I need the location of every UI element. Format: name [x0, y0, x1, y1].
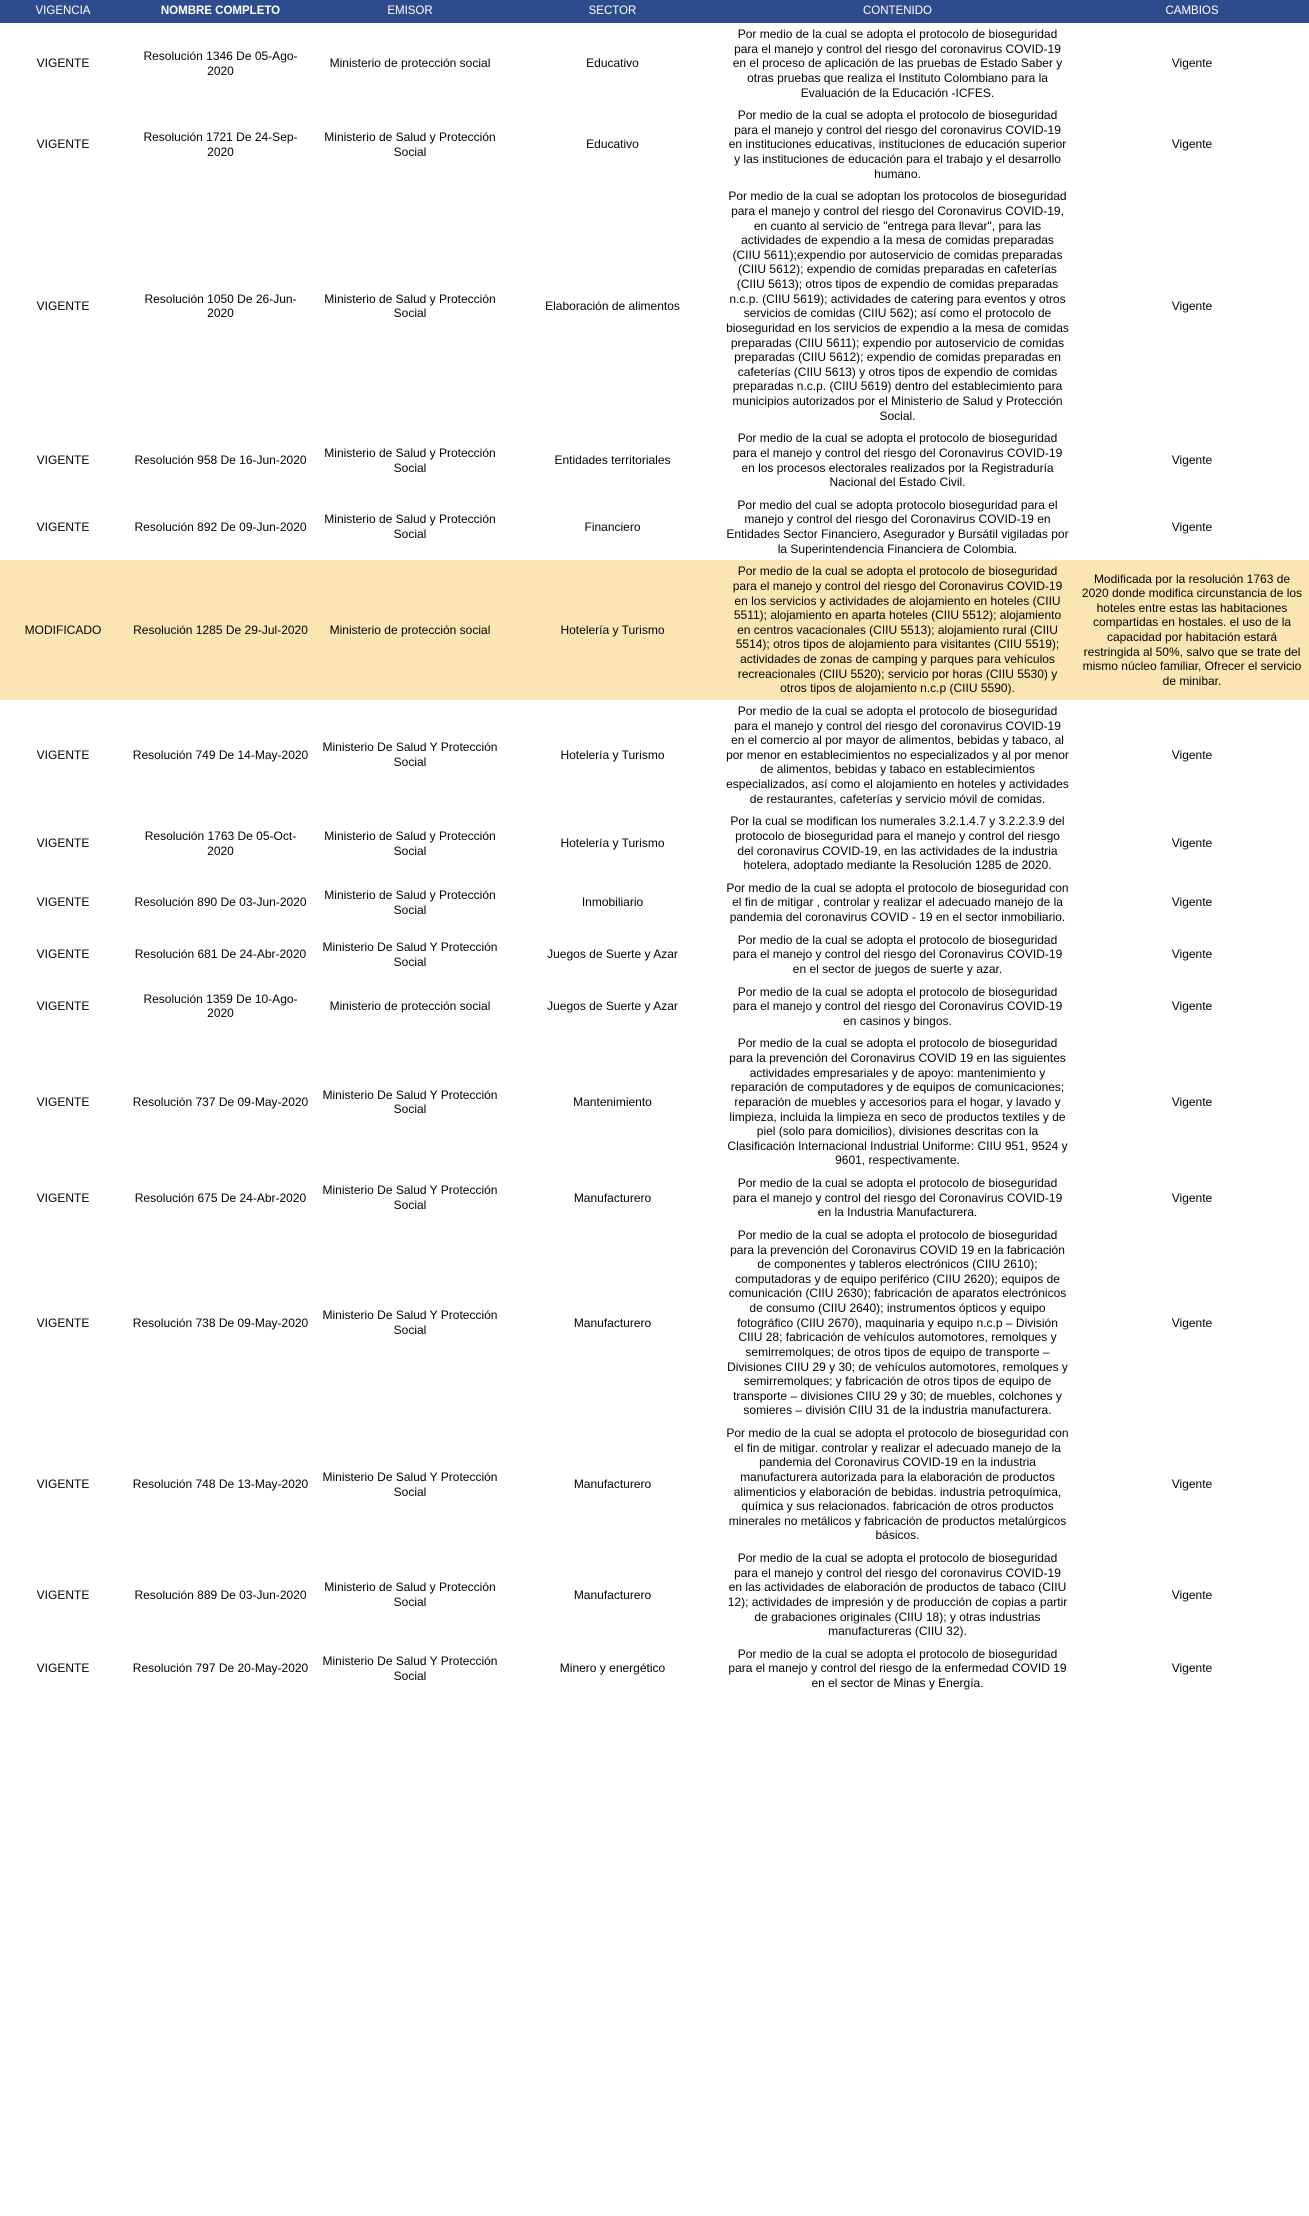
cell-nombre: Resolución 1285 De 29-Jul-2020 — [126, 560, 315, 700]
cell-emisor: Ministerio De Salud Y Protección Social — [322, 1654, 498, 1683]
table-row — [0, 1032, 1309, 1172]
table-row — [0, 560, 1309, 700]
cell-cambios: Vigente — [1171, 747, 1213, 762]
cell-sector: Inmobiliario — [581, 895, 644, 910]
cell-nombre: Resolución 890 De 03-Jun-2020 — [134, 895, 307, 910]
cell-nombre: Resolución 797 De 20-May-2020 — [132, 1661, 309, 1676]
cell-contenido: Por medio de la cual se adopta el protocolo de bioseguridad para el manejo y control del riesgo del coronavirus COVID-19 en instituciones educativas, instituciones de educación superior y las instituciones de educación para el trabajo y el desarrollo humano. — [728, 108, 1067, 181]
table-row — [0, 185, 1309, 427]
cell-contenido: Por medio de la cual se adopta el protocolo de bioseguridad para el manejo y control del riesgo del coronavirus COVID-19 en las actividades de elaboración de productos de tabaco (CIIU 12); actividades de impresión y de producción de copias a partir de grabaciones originales (CIIU 18); y otras industrias manufactureras (CIIU 32). — [727, 1551, 1068, 1639]
cell-vigencia: VIGENTE — [36, 56, 90, 71]
cell-emisor: Ministerio De Salud Y Protección Social — [322, 1308, 498, 1337]
cell-cambios: Vigente — [1171, 1315, 1213, 1330]
cell-sector: Financiero — [584, 519, 641, 534]
table-body — [0, 23, 1309, 1695]
cell-sector: Manufacturero — [573, 1190, 652, 1205]
column-header-emisor: EMISOR — [315, 0, 505, 23]
column-header-vigencia: VIGENCIA — [0, 0, 126, 23]
cell-emisor: Ministerio de Salud y Protección Social — [324, 828, 496, 858]
cell-emisor: Ministerio De Salud Y Protección Social — [322, 740, 498, 770]
cell-contenido: Por medio de la cual se adopta el protocolo de bioseguridad para el manejo y control del riesgo del Coronavirus COVID-19 en casinos y bingos. — [732, 984, 1063, 1028]
cell-vigencia: VIGENTE — [36, 836, 90, 851]
cell-contenido: Por medio de la cual se adopta el protocolo de bioseguridad para el manejo y control del riesgo del Coronavirus COVID-19 en el sector de juegos de suerte y azar. — [732, 932, 1063, 976]
cell-cambios: Vigente — [1171, 519, 1213, 534]
cell-cambios: Vigente — [1171, 298, 1213, 313]
cell-vigencia: VIGENTE — [36, 747, 90, 762]
cell-nombre: Resolución 892 De 09-Jun-2020 — [134, 519, 307, 534]
cell-sector: Entidades territoriales — [554, 453, 671, 468]
column-header-contenido: CONTENIDO — [720, 0, 1075, 23]
cell-vigencia: VIGENTE — [36, 1094, 90, 1109]
cell-sector: Manufacturero — [573, 1315, 652, 1330]
cell-contenido: Por medio de la cual se adopta el protocolo de bioseguridad para el manejo y control del riesgo del Coronavirus COVID-19 en los servicios y actividades de alojamiento en hoteles (CIIU 5511); alojamiento en aparta hoteles (CIIU 5512); alojamiento en centros vacacionales (CIIU 5513); alojamiento rural (CIIU 5514); otros tipos de alojamiento para visitantes (CIIU 5519); actividades de zonas de camping y parques para vehículos recreacionales (CIIU 5520); servicio por horas (CIIU 5530) y otros tipos de alojamiento n.c.p (CIIU 5590). — [720, 560, 1075, 700]
cell-cambios: Vigente — [1171, 836, 1213, 851]
table-row — [0, 494, 1309, 561]
cell-emisor: Ministerio de Salud y Protección Social — [324, 888, 496, 917]
table-row — [0, 1172, 1309, 1224]
table-row — [0, 1547, 1309, 1643]
cell-nombre: Resolución 958 De 16-Jun-2020 — [134, 453, 307, 468]
cell-emisor: Ministerio de Salud y Protección Social — [324, 130, 496, 159]
cell-cambios: Vigente — [1171, 1190, 1213, 1205]
table-row — [0, 23, 1309, 104]
cell-contenido: Por medio de la cual se adopta el protocolo de bioseguridad para el manejo y control del riesgo de la enfermedad COVID 19 en el sector de Minas y Energía. — [728, 1646, 1067, 1690]
cell-contenido: Por medio de la cual se adopta el protocolo de bioseguridad para la prevención del Coronavirus COVID 19 en la fabricación de componentes y tableros electrónicos (CIIU 2610); computadoras y de equipo periférico (CIIU 2620); equipos de comunicación (CIIU 2630); fabricación de aparatos electrónicos de consumo (CIIU 2640); instrumentos ópticos y equipo fotográfico (CIIU 2670), maquinaria y equipo n.c.p – División CIIU 28; fabricación de vehículos automotores, remolques y semirremolques; de otros tipos de equipo de transporte – Divisiones CIIU 29 y 30; de vehículos automotores, remolques y semirremolques; y fabricación de otros tipos de equipo de transporte – divisiones CIIU 29 y 30; de muebles, colchones y somieres – división CIIU 31 de la industria manufacturera. — [727, 1227, 1068, 1418]
cell-vigencia: MODIFICADO — [0, 560, 126, 700]
cell-emisor: Ministerio de Salud y Protección Social — [324, 1580, 496, 1609]
table-row — [0, 1224, 1309, 1422]
cell-sector: Hotelería y Turismo — [560, 836, 665, 851]
cell-nombre: Resolución 1359 De 10-Ago-2020 — [143, 991, 298, 1021]
cell-nombre: Resolución 1721 De 24-Sep-2020 — [143, 130, 298, 159]
cell-contenido: Por medio de la cual se adopta el protocolo de bioseguridad para el manejo y control del riesgo del coronavirus COVID-19 en el comercio al por mayor de alimentos, bebidas y tabaco, al por menor en establecimientos no especializados y al por menor de alimentos, bebidas y tabaco en establecimientos especializados, así como el alojamiento en hoteles y actividades de restaurantes, cafeterías y servicio móvil de comidas. — [726, 703, 1069, 806]
cell-contenido: Por medio de la cual se adopta el protocolo de bioseguridad para el manejo y control del riesgo del coronavirus COVID-19 en el proceso de aplicación de las pruebas de Estado Saber y otras pruebas que realiza el Instituto Colombiano para la Evaluación de la Educación -ICFES. — [732, 27, 1063, 100]
cell-cambios: Vigente — [1171, 1661, 1213, 1676]
table-header — [0, 0, 1309, 23]
cell-cambios: Vigente — [1171, 999, 1213, 1014]
cell-cambios: Vigente — [1171, 137, 1213, 152]
cell-contenido: Por medio de la cual se adopta el protocolo de bioseguridad para la prevención del Coronavirus COVID 19 en las siguientes actividades empresariales y de apoyo: mantenimiento y reparación de computadores y de equipos de comunicaciones; reparación de muebles y accesorios para el hogar, y lavado y limpieza, incluida la limpieza en seco de productos textiles y de piel (solo para domicilios), divisiones descritas con la Clasificación Internacional Industrial Uniforme: CIIU 951, 9524 y 9601, respectivamente. — [727, 1036, 1068, 1168]
cell-cambios: Vigente — [1171, 947, 1213, 962]
cell-nombre: Resolución 738 De 09-May-2020 — [132, 1315, 309, 1330]
cell-vigencia: VIGENTE — [36, 298, 90, 313]
cell-contenido: Por medio de la cual se adoptan los protocolos de bioseguridad para el manejo y control del riesgo del Coronavirus COVID-19, en cuanto al servicio de "entrega para llevar", para las actividades de expendio a la mesa de comidas preparadas (CIIU 5611);expendio por autoservicio de comidas preparadas (CIIU 5612); expendio de comidas preparadas en cafeterías (CIIU 5613); otros tipos de expendio de comidas preparadas n.c.p. (CIIU 5619); actividades de catering para eventos y otros servicios de comidas (CIIU 562); así como el protocolo de bioseguridad en los servicios de expendio a la mesa de comidas preparadas (CIIU 5611); expendio por autoservicio de comidas preparadas (CIIU 5612); expendio de comidas preparadas en cafeterías (CIIU 5613) y otros tipos de expendio de comidas preparadas n.c.p. (CIIU 5619) dentro del establecimiento para municipios autorizados por el Ministerio de Salud y Protección Social. — [726, 189, 1069, 423]
cell-nombre: Resolución 1763 De 05-Oct-2020 — [144, 828, 297, 858]
cell-emisor: Ministerio de Salud y Protección Social — [324, 445, 496, 475]
cell-sector: Manufacturero — [573, 1587, 652, 1602]
cell-cambios: Vigente — [1171, 1094, 1213, 1109]
cell-nombre: Resolución 749 De 14-May-2020 — [132, 747, 309, 762]
cell-contenido: Por medio de la cual se adopta el protocolo de bioseguridad para el manejo y control del riesgo del Coronavirus COVID-19 en los procesos electorales realizados por la Registraduría Nacional del Estado Civil. — [732, 431, 1063, 490]
cell-vigencia: VIGENTE — [36, 1587, 90, 1602]
cell-emisor: Ministerio de protección social — [329, 999, 491, 1014]
cell-emisor: Ministerio De Salud Y Protección Social — [322, 1087, 498, 1117]
cell-emisor: Ministerio de Salud y Protección Social — [324, 512, 496, 541]
table-row — [0, 104, 1309, 185]
cell-emisor: Ministerio de Salud y Protección Social — [324, 291, 496, 321]
cell-nombre: Resolución 681 De 24-Abr-2020 — [134, 947, 307, 962]
cell-nombre: Resolución 748 De 13-May-2020 — [132, 1477, 309, 1492]
cell-vigencia: VIGENTE — [36, 1190, 90, 1205]
cell-sector: Hotelería y Turismo — [560, 747, 665, 762]
cell-vigencia: VIGENTE — [36, 1315, 90, 1330]
column-header-nombre: NOMBRE COMPLETO — [126, 0, 315, 23]
cell-vigencia: VIGENTE — [36, 453, 90, 468]
table-row — [0, 1422, 1309, 1547]
cell-contenido: Por medio de la cual se adopta el protocolo de bioseguridad para el manejo y control del riesgo del Coronavirus COVID-19 en la Industria Manufacturera. — [732, 1176, 1063, 1220]
cell-cambios: Vigente — [1171, 453, 1213, 468]
table-row — [0, 981, 1309, 1033]
cell-nombre: Resolución 675 De 24-Abr-2020 — [134, 1190, 307, 1205]
cell-vigencia: VIGENTE — [36, 1661, 90, 1676]
cell-nombre: Resolución 889 De 03-Jun-2020 — [134, 1587, 307, 1602]
table-row — [0, 1643, 1309, 1695]
cell-sector: Minero y energético — [559, 1661, 666, 1676]
table-row — [0, 700, 1309, 810]
cell-emisor: Ministerio de protección social — [315, 560, 505, 700]
cell-sector: Mantenimiento — [573, 1094, 652, 1109]
cell-vigencia: VIGENTE — [36, 947, 90, 962]
cell-nombre: Resolución 1346 De 05-Ago-2020 — [143, 48, 298, 78]
cell-emisor: Ministerio De Salud Y Protección Social — [322, 1183, 498, 1212]
cell-sector: Juegos de Suerte y Azar — [547, 947, 678, 962]
cell-vigencia: VIGENTE — [36, 999, 90, 1014]
cell-emisor: Ministerio De Salud Y Protección Social — [322, 939, 498, 969]
cell-vigencia: VIGENTE — [36, 519, 90, 534]
table-row — [0, 877, 1309, 929]
cell-nombre: Resolución 1050 De 26-Jun-2020 — [144, 291, 297, 321]
table-row — [0, 427, 1309, 494]
header-row — [0, 0, 1309, 23]
cell-sector: Educativo — [586, 56, 639, 71]
cell-sector: Elaboración de alimentos — [545, 298, 680, 313]
cell-emisor: Ministerio de protección social — [329, 56, 491, 71]
cell-sector: Hotelería y Turismo — [505, 560, 720, 700]
column-header-sector: SECTOR — [505, 0, 720, 23]
column-header-cambios: CAMBIOS — [1075, 0, 1309, 23]
cell-vigencia: VIGENTE — [36, 137, 90, 152]
cell-sector: Juegos de Suerte y Azar — [547, 999, 678, 1014]
cell-sector: Manufacturero — [573, 1477, 652, 1492]
cell-cambios: Vigente — [1171, 56, 1213, 71]
cell-cambios: Vigente — [1171, 1587, 1213, 1602]
table-row — [0, 929, 1309, 981]
cell-contenido: Por medio de la cual se adopta el protocolo de bioseguridad con el fin de mitigar. controlar y realizar el adecuado manejo de la pandemia del Coronavirus COVID-19 en la industria manufacturera autorizada para la elaboración de productos alimenticios y elaboración de bebidas. industria petroquímica, química y sus relacionados. fabricación de otros productos minerales no metálicos y fabricación de productos metalúrgicos básicos. — [726, 1426, 1069, 1543]
cell-emisor: Ministerio De Salud Y Protección Social — [322, 1469, 498, 1499]
cell-cambios: Vigente — [1171, 1477, 1213, 1492]
cell-contenido: Por la cual se modifican los numerales 3.2.1.4.7 y 3.2.2.3.9 del protocolo de bioseguridad para el manejo y control del riesgo del coronavirus COVID-19, en las actividades de la industria hotelera, adoptado mediante la Resolución 1285 de 2020. — [730, 814, 1065, 873]
cell-vigencia: VIGENTE — [36, 1477, 90, 1492]
cell-contenido: Por medio del cual se adopta protocolo bioseguridad para el manejo y control del riesgo del Coronavirus COVID-19 en Entidades Sector Financiero, Asegurador y Bursátil vigiladas por la Superintendencia Financiera de Colombia. — [726, 497, 1069, 556]
cell-sector: Educativo — [586, 137, 639, 152]
cell-cambios: Vigente — [1171, 895, 1213, 910]
cell-nombre: Resolución 737 De 09-May-2020 — [132, 1094, 309, 1109]
table-row — [0, 810, 1309, 877]
cell-contenido: Por medio de la cual se adopta el protocolo de bioseguridad con el fin de mitigar , controlar y realizar el adecuado manejo de la pandemia del coronavirus COVID - 19 en el sector inmobiliario. — [726, 880, 1069, 924]
cell-cambios: Modificada por la resolución 1763 de 2020 donde modifica circunstancia de los hoteles entre estas las habitaciones compartidas en hostales. el uso de la capacidad por habitación estará restringida al 50%, salvo que se trate del mismo núcleo familiar, Ofrecer el servicio de minibar. — [1075, 560, 1309, 700]
cell-vigencia: VIGENTE — [36, 895, 90, 910]
